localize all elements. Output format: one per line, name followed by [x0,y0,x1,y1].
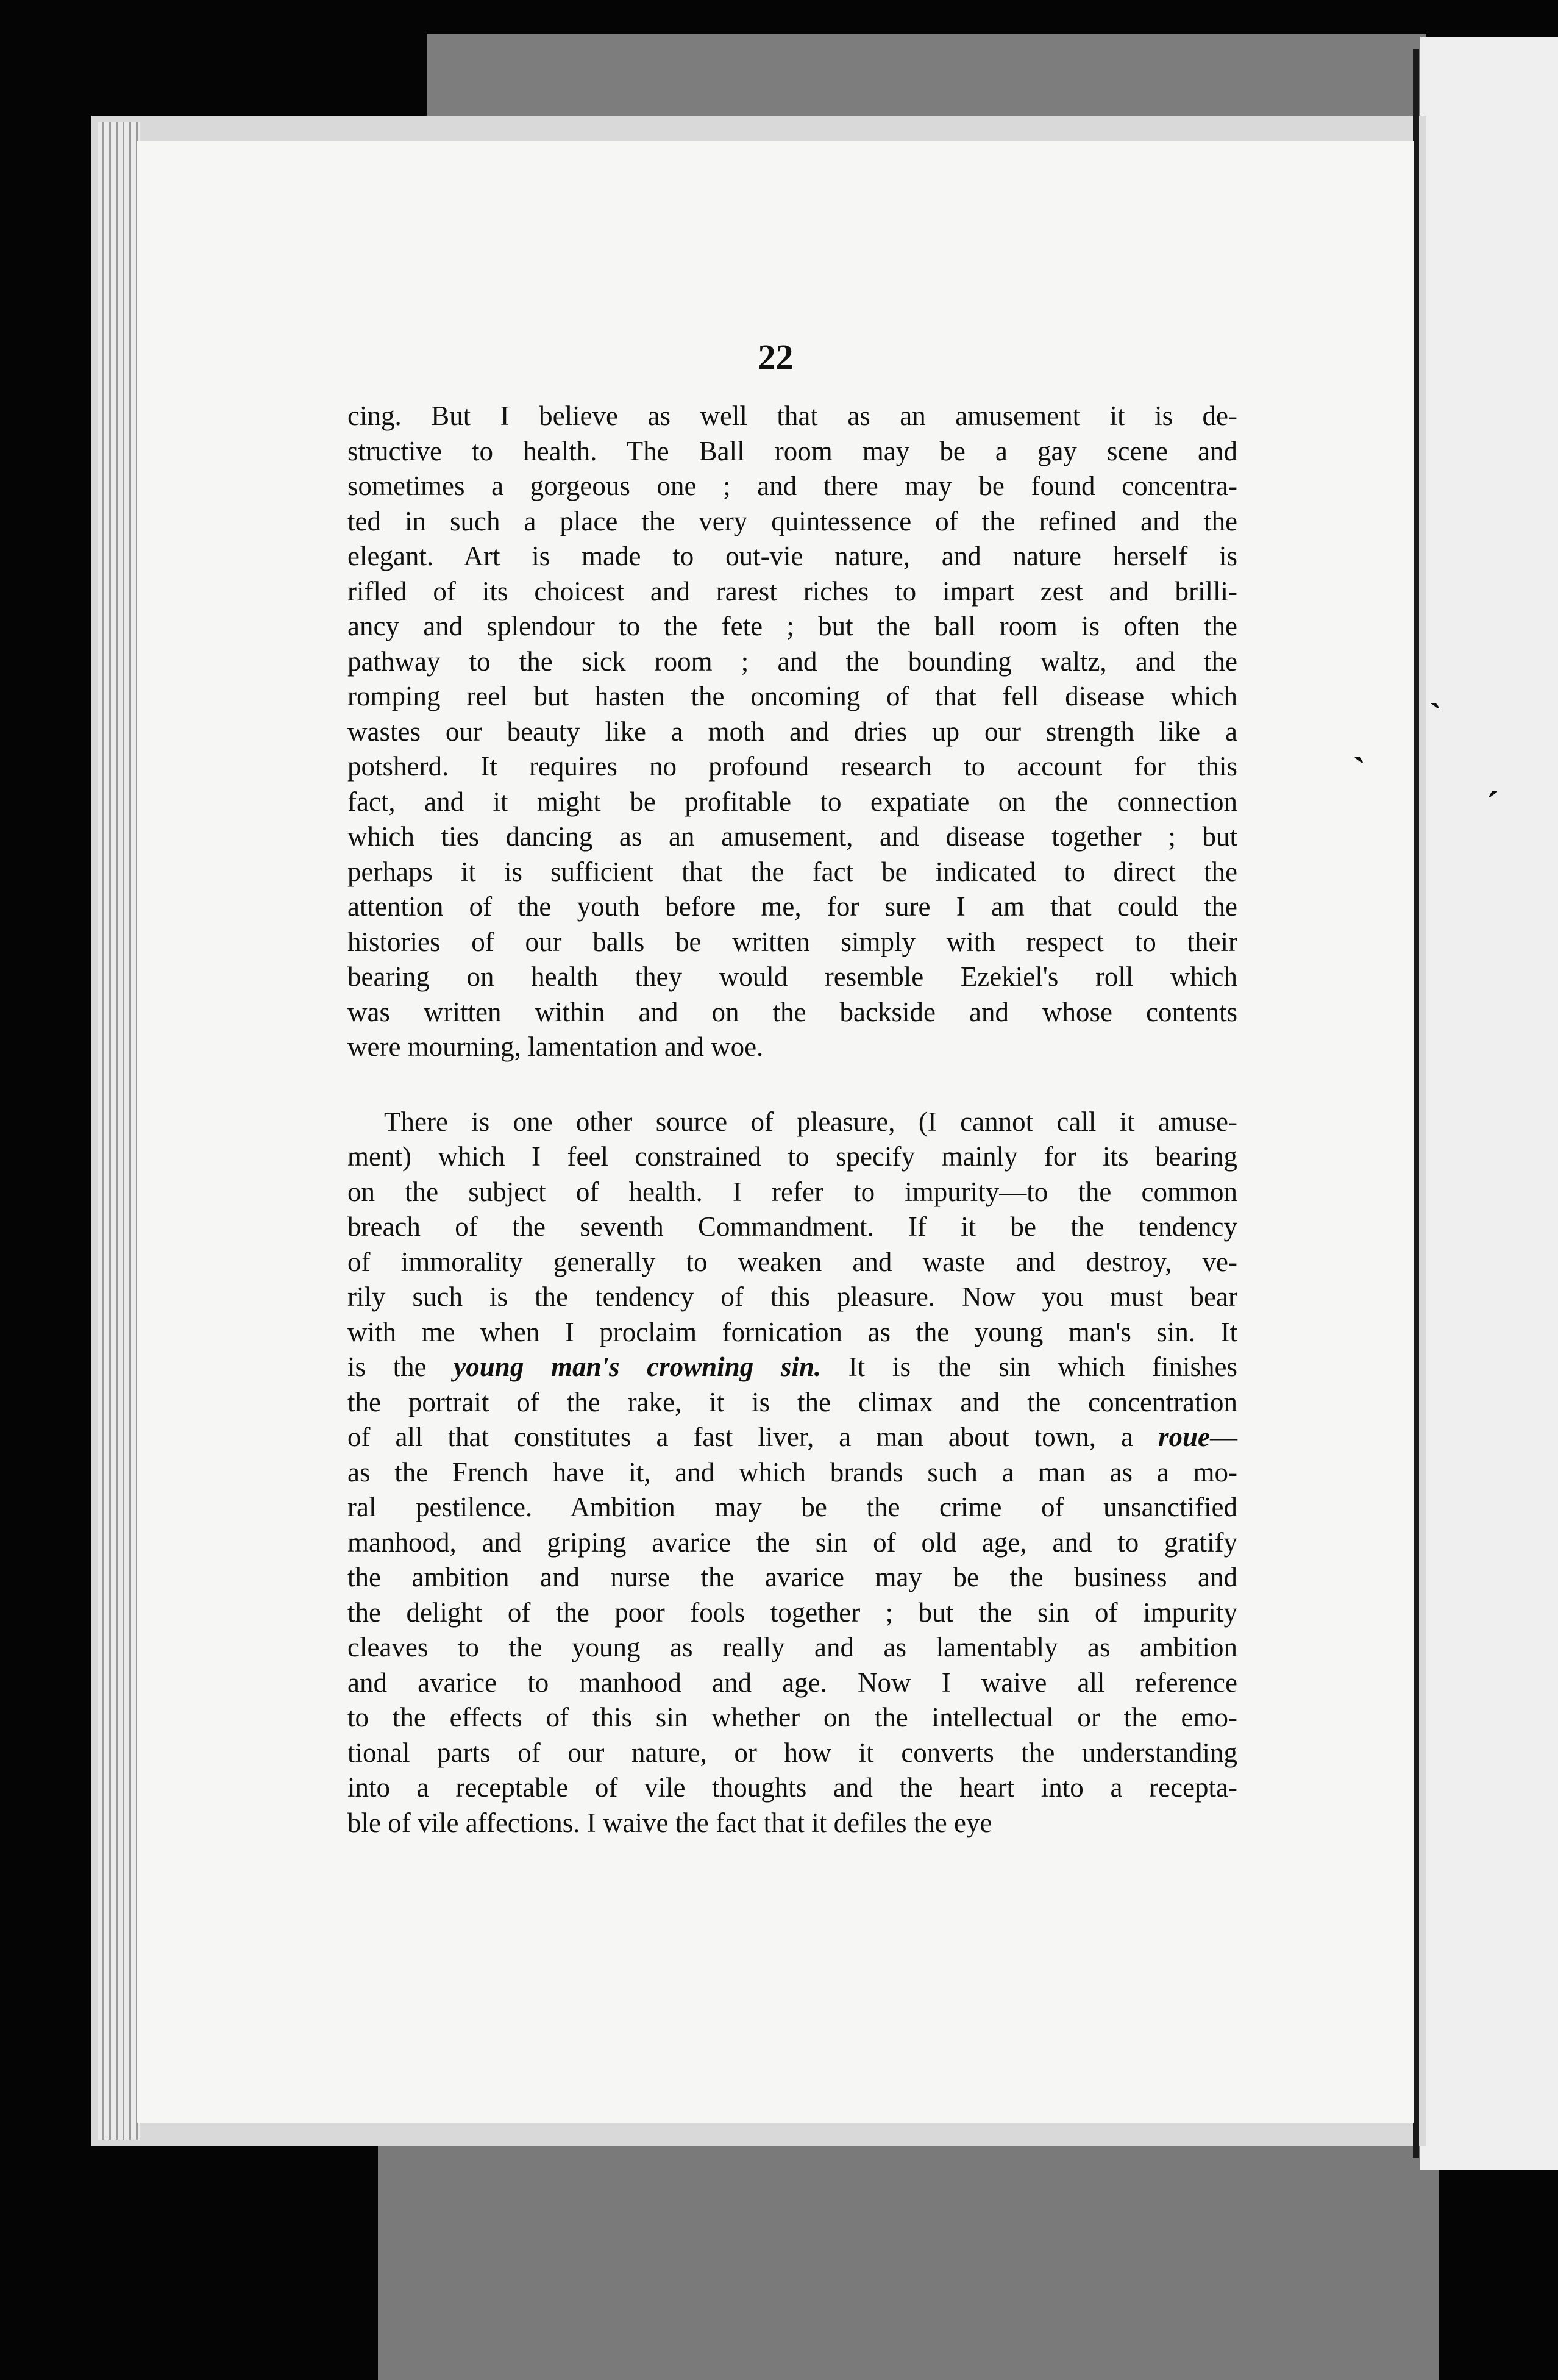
text-line: which ties dancing as an amusement, and disease together ; but [347,821,1237,852]
text-line: tional parts of our nature, or how it converts the understanding [347,1737,1237,1768]
text-line: were mourning, lamentation and woe. [347,1031,764,1062]
text-line: ral pestilence. Ambition may be the crime of unsanctified [347,1492,1237,1522]
text-line: pathway to the sick room ; and the bounding waltz, and the [347,646,1237,677]
text-line: and avarice to manhood and age. Now I waive all reference [347,1667,1237,1698]
page-text [347,399,1237,1840]
text-line: ancy and splendour to the fete ; but the ball room is often the [347,611,1237,641]
microfilm-tape-top [427,34,1426,125]
text-line: sometimes a gorgeous one ; and there may be found concentra- [347,471,1237,501]
italic-phrase: young man's crowning sin. [454,1352,822,1382]
paragraph-gap [347,1065,1237,1105]
text-line: perhaps it is sufficient that the fact be indicated to direct the [347,856,1237,887]
text-line: the portrait of the rake, it is the climax and the concentration [347,1386,1237,1417]
text-line: as the French have it, and which brands such a man as a mo- [347,1456,1237,1488]
text-line: manhood, and griping avarice the sin of old age, and to gratify [347,1527,1237,1558]
page-number: 22 [758,337,794,377]
text-line: elegant. Art is made to out-vie nature, and nature herself is [347,541,1237,571]
text-line: fact, and it might be profitable to expatiate on the connection [347,786,1237,817]
text-line: breach of the seventh Commandment. If it be the tendency [347,1211,1237,1242]
page-edges [98,122,140,2140]
text-line: was written within and on the backside and whose contents [347,996,1237,1027]
text-line: ted in such a place the very quintessence of the refined and the [347,505,1237,536]
text-line: cing. But I believe as well that as an amusement it is de- [347,401,1237,431]
text-line: cleaves to the young as really and as lamentably as ambition [347,1632,1237,1662]
italic-phrase: roue [1158,1422,1210,1452]
text-line: of all that constitutes a fast liver, a man about town, a roue— [347,1422,1237,1452]
text-line: bearing on health they would resemble Ezekiel's roll which [347,961,1237,992]
margin-tick-mark: ˏ [1487,757,1499,797]
text-line: ment) which I feel constrained to specify mainly for its bearing [347,1141,1237,1172]
text-line: on the subject of health. I refer to impurity—to the common [347,1176,1237,1207]
text-line: romping reel but hasten the oncoming of that fell disease which [347,681,1237,711]
text-line: into a receptable of vile thoughts and the heart into a recepta- [347,1772,1237,1803]
text-line: wastes our beauty like a moth and dries up our strength like a [347,716,1237,747]
facing-page-edge [1420,37,1558,2170]
text-line: structive to health. The Ball room may be a gay scene and [347,435,1237,466]
text-line: histories of our balls be written simply with respect to their [347,926,1237,957]
text-line: is the young man's crowning sin. It is the sin which finishes [347,1352,1237,1382]
text-line: the delight of the poor fools together ; but the sin of impurity [347,1597,1237,1628]
text-line: attention of the youth before me, for sure I am that could the [347,891,1237,922]
text-line: rily such is the tendency of this pleasure. Now you must bear [347,1281,1237,1312]
text-line: rifled of its choicest and rarest riches to impart zest and brilli- [347,575,1237,607]
text-line: There is one other source of pleasure, (I cannot call it amuse- [384,1106,1237,1137]
text-line: the ambition and nurse the avarice may be the business and [347,1562,1237,1592]
margin-tick-mark: ˋ [1353,750,1365,791]
text-line: potsherd. It requires no profound research to account for this [347,751,1237,782]
book-page [137,141,1414,2123]
margin-tick-mark: ˎ [1429,668,1442,708]
text-line: to the effects of this sin whether on the intellectual or the emo- [347,1702,1237,1733]
text-line: ble of vile affections. I waive the fact that it defiles the eye [347,1807,992,1838]
microfilm-tape-bottom [378,2134,1439,2380]
text-line: of immorality generally to weaken and waste and destroy, ve- [347,1246,1237,1277]
text-line: with me when I proclaim fornication as the young man's sin. It [347,1316,1237,1347]
